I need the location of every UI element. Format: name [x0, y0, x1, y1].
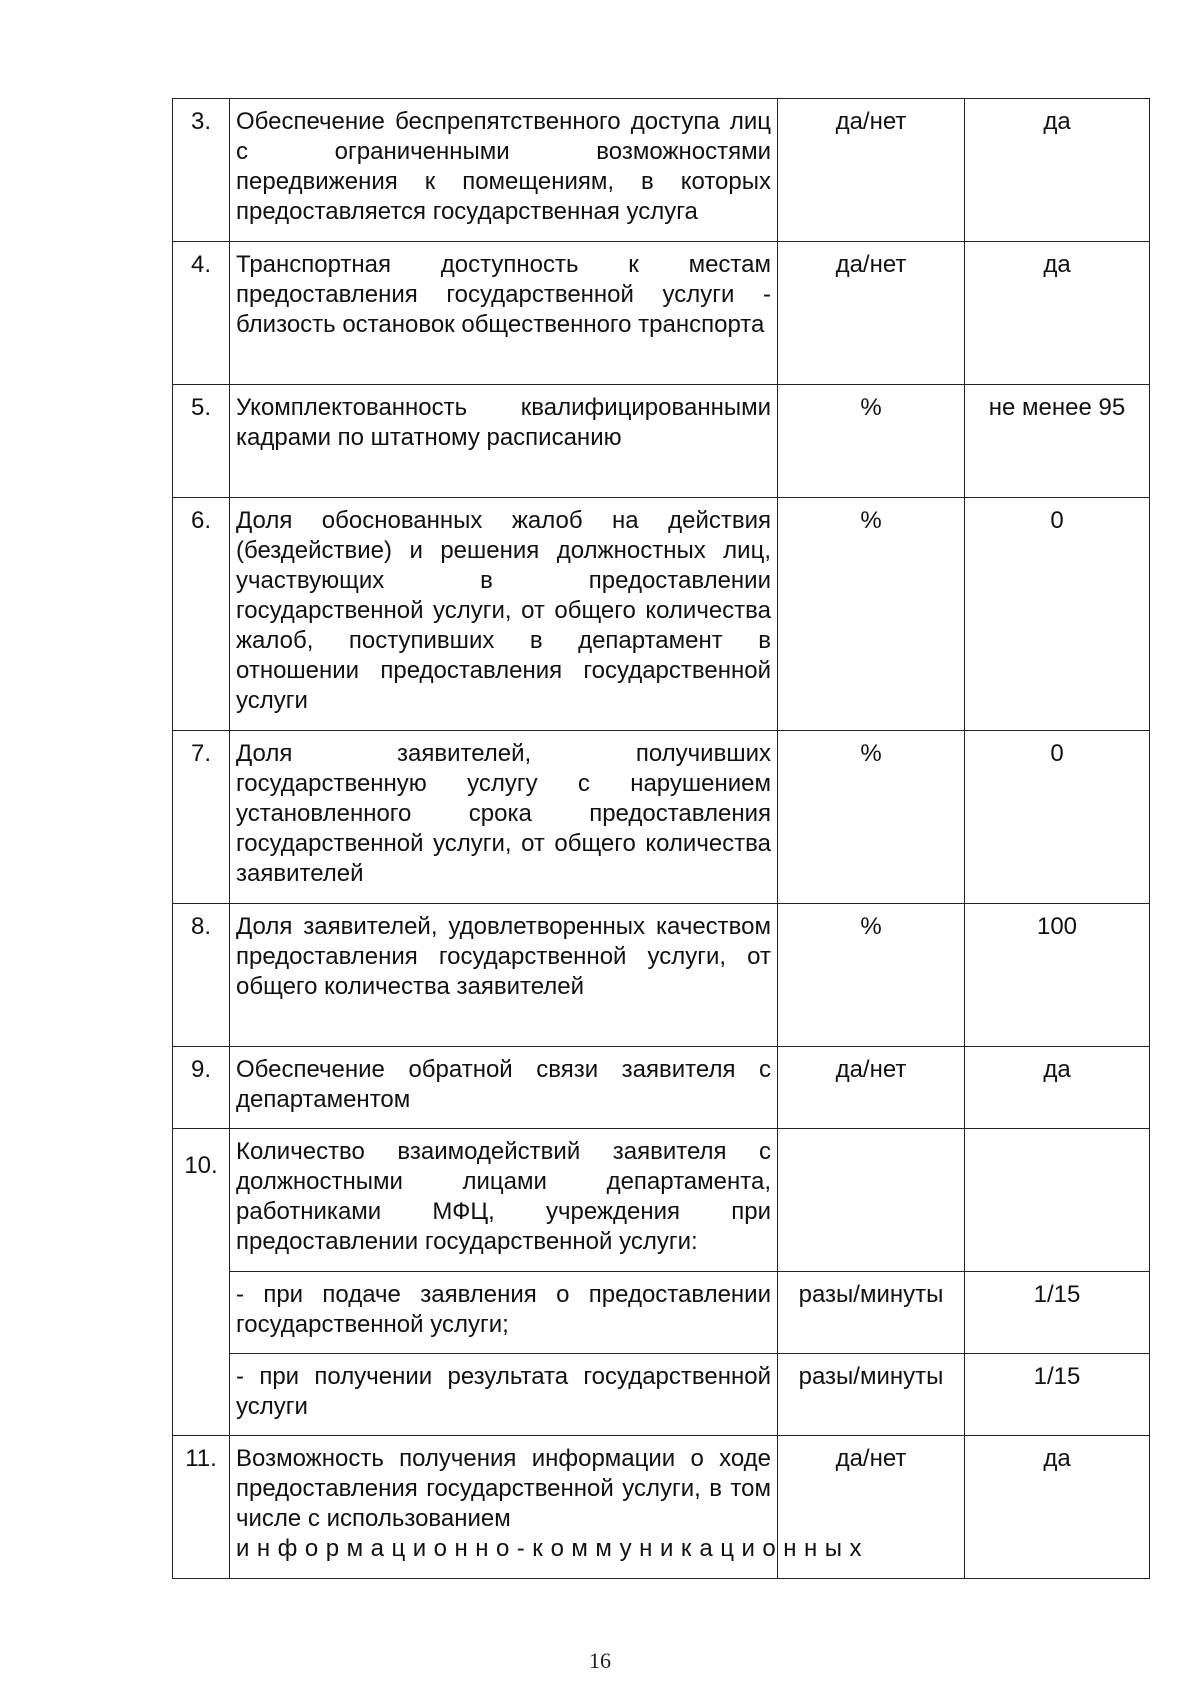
- indicator-unit: %: [778, 731, 965, 904]
- table-row: [173, 385, 1150, 498]
- table-row: [173, 498, 1150, 731]
- indicator-unit: разы/минуты: [778, 1354, 965, 1436]
- indicator-name: Доля заявителей, получивших государственную услугу с нарушением установленного срока предоставления государственной услуги, от общего количества заявителей: [230, 731, 778, 904]
- indicator-name: Доля обоснованных жалоб на действия (бездействие) и решения должностных лиц, участвующих в предоставлении государственной услуги, от общего количества жалоб, поступивших в департамент в отношении предоставления государственной услуги: [230, 498, 778, 731]
- row-number: 5.: [173, 385, 230, 498]
- indicator-unit: %: [778, 904, 965, 1047]
- table-row: [173, 1436, 1150, 1579]
- indicator-unit: да/нет: [778, 242, 965, 385]
- row-number: 8.: [173, 904, 230, 1047]
- row-number: 7.: [173, 731, 230, 904]
- indicator-unit: разы/минуты: [778, 1272, 965, 1354]
- indicator-name: Обеспечение обратной связи заявителя с департаментом: [230, 1047, 778, 1129]
- indicator-value: да: [965, 1436, 1150, 1579]
- row-number: 3.: [173, 99, 230, 242]
- indicator-name: Укомплектованность квалифицированными кадрами по штатному расписанию: [230, 385, 778, 498]
- indicator-value: не менее 95: [965, 385, 1150, 498]
- row-number: 6.: [173, 498, 230, 731]
- indicator-unit: да/нет: [778, 1047, 965, 1129]
- indicator-name: Обеспечение беспрепятственного доступа лиц с ограниченными возможностями передвижения к помещениям, в которых предоставляется государственная услуга: [230, 99, 778, 242]
- indicator-name: Транспортная доступность к местам предоставления государственной услуги - близость остановок общественного транспорта: [230, 242, 778, 385]
- indicator-value: да: [965, 99, 1150, 242]
- table-subrow: [173, 1272, 1150, 1354]
- indicator-unit: да/нет: [778, 1436, 965, 1579]
- indicator-name: Количество взаимодействий заявителя с должностными лицами департамента, работниками МФЦ, учреждения при предоставлении государственной услуги:: [230, 1129, 778, 1272]
- row-number: 4.: [173, 242, 230, 385]
- table-row: [173, 1129, 1150, 1272]
- indicators-table: [172, 98, 1150, 1579]
- table-row: [173, 731, 1150, 904]
- indicator-value: [965, 1129, 1150, 1272]
- table-row: [173, 904, 1150, 1047]
- indicator-value: да: [965, 242, 1150, 385]
- indicator-value: 1/15: [965, 1354, 1150, 1436]
- table-row: [173, 1047, 1150, 1129]
- indicator-name-text: Возможность получения информации о ходе предоставления государственной услуги, в том числе с использованием: [236, 1445, 771, 1532]
- page-number: 16: [589, 1648, 611, 1673]
- indicator-unit: %: [778, 385, 965, 498]
- indicator-value: 0: [965, 731, 1150, 904]
- indicator-unit: да/нет: [778, 99, 965, 242]
- table-row: [173, 242, 1150, 385]
- indicator-value: 100: [965, 904, 1150, 1047]
- table-row: [173, 99, 1150, 242]
- indicator-unit: %: [778, 498, 965, 731]
- indicator-value: 1/15: [965, 1272, 1150, 1354]
- table-subrow: [173, 1354, 1150, 1436]
- indicator-value: 0: [965, 498, 1150, 731]
- row-number: 10.: [173, 1129, 230, 1436]
- indicator-subname: - при подаче заявления о предоставлении государственной услуги;: [230, 1272, 778, 1354]
- row-number: 9.: [173, 1047, 230, 1129]
- indicator-subname: - при получении результата государственной услуги: [230, 1354, 778, 1436]
- indicator-name: [230, 1436, 869, 1579]
- indicator-unit: [778, 1129, 965, 1272]
- indicator-name: Доля заявителей, удовлетворенных качеством предоставления государственной услуги, от общего количества заявителей: [230, 904, 778, 1047]
- indicator-name-tail: информационно-коммуникационных: [236, 1535, 869, 1562]
- indicator-value: да: [965, 1047, 1150, 1129]
- row-number: 11.: [173, 1436, 230, 1579]
